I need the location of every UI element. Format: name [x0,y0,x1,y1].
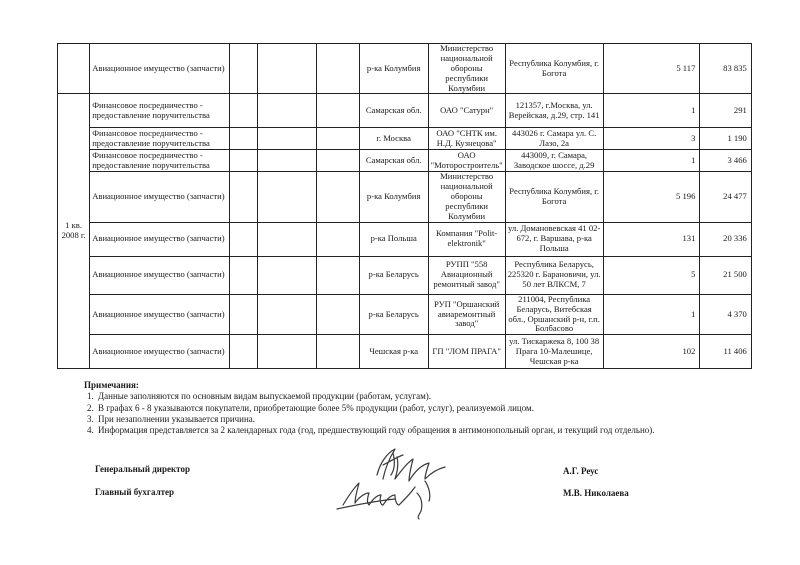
region-cell: Самарская обл. [359,150,428,172]
empty-cell [258,294,317,335]
product-cell: Авиационное имущество (запчасти) [90,294,230,335]
notes-list [84,391,764,436]
table-row [58,335,800,369]
note-item: 4. Информация представляется за 2 календарных года (год, предшествующий году обращения в антимонопольный орган, и текущий год отдельно). [96,425,764,436]
address-cell: 443009, г. Самара, Заводское шоссе, д.29 [505,150,603,172]
buyer-cell: Министерство национальной обороны республики Колумбии [428,172,505,222]
accountant-label: Главный бухгалтер [95,487,175,497]
empty-cell [258,150,317,172]
accountant-name: М.В. Николаева [563,488,629,498]
quantity-cell: 1 [603,150,700,172]
buyer-cell: Министерство национальной обороны республики Колумбии [428,44,505,94]
period-cell-empty [58,44,90,94]
region-cell: р-ка Беларусь [359,294,428,335]
empty-cell [316,294,359,335]
table-row [58,150,800,172]
product-cell: Авиационное имущество (запчасти) [90,222,230,256]
sum-cell: 3 466 [700,150,751,172]
empty-cell [230,128,258,150]
director-name: А.Г. Реус [563,466,599,476]
sum-cell: 24 477 [700,172,751,222]
buyer-cell: ОАО "СНТК им. Н.Д. Кузнецова" [428,128,505,150]
empty-cell [258,128,317,150]
product-cell: Авиационное имущество (запчасти) [90,172,230,222]
product-cell: Авиационное имущество (запчасти) [90,335,230,369]
sales-table [57,43,800,369]
empty-cell [230,172,258,222]
address-cell: Республика Колумбия, г. Богота [505,172,603,222]
address-cell: ул. Домановевская 41 02-672, г. Варшава, р-ка Польша [505,222,603,256]
buyer-cell: ОАО "Сатурн" [428,94,505,128]
buyer-cell: РУПП "558 Авиационный ремонтный завод" [428,256,505,294]
empty-cell [316,44,359,94]
handwritten-signature [325,435,465,525]
sum-cell: 20 336 [700,222,751,256]
region-cell: р-ка Колумбия [359,44,428,94]
address-cell: Республика Колумбия, г. Богота [505,44,603,94]
empty-cell [230,44,258,94]
sum-cell: 21 500 [700,256,751,294]
empty-cell [230,256,258,294]
address-cell: 211004, Республика Беларусь, Витебская обл., Оршанский р-н, г.п. Болбасово [505,294,603,335]
empty-cell [230,335,258,369]
note-item: 2. В графах 6 - 8 указываются покупатели, приобретающие более 5% продукции (работ, услуг), реализуемой лицом. [96,403,764,414]
product-cell: Финансовое посредничество - предоставление поручительства [90,128,230,150]
quantity-cell: 3 [603,128,700,150]
product-cell: Авиационное имущество (запчасти) [90,44,230,94]
empty-cell [230,294,258,335]
table-row [58,44,800,94]
quantity-cell: 5 117 [603,44,700,94]
table-row [58,94,800,128]
region-cell: р-ка Польша [359,222,428,256]
address-cell: 443026 г. Самара ул. С. Лазо, 2а [505,128,603,150]
buyer-cell: ГП "ЛОМ ПРАГА" [428,335,505,369]
buyer-cell: Компания "Polit-elektronik" [428,222,505,256]
table-row [58,128,800,150]
address-cell: Республика Беларусь, 225320 г. Барановичи, ул. 50 лет ВЛКСМ, 7 [505,256,603,294]
sum-cell: 1 190 [700,128,751,150]
quantity-cell: 102 [603,335,700,369]
empty-cell [316,128,359,150]
note-item: 3. При незаполнении указывается причина. [96,414,764,425]
sum-cell: 291 [700,94,751,128]
notes-section [84,380,764,436]
address-cell: 121357, г.Москва, ул. Верейская, д.29, стр. 141 [505,94,603,128]
empty-cell [316,335,359,369]
region-cell: Самарская обл. [359,94,428,128]
quantity-cell: 1 [603,294,700,335]
quantity-cell: 1 [603,94,700,128]
empty-cell [316,256,359,294]
director-label: Генеральный директор [95,464,190,474]
empty-cell [230,150,258,172]
empty-cell [316,150,359,172]
notes-title: Примечания: [84,380,139,390]
sum-cell: 83 835 [700,44,751,94]
table-row [58,256,800,294]
empty-cell [258,94,317,128]
period-cell: 1 кв. 2008 г. [58,94,90,369]
empty-cell [258,256,317,294]
empty-cell [230,94,258,128]
region-cell: г. Москва [359,128,428,150]
address-cell: ул. Тискаржека 8, 100 38 Прага 10-Малешице, Чешская р-ка [505,335,603,369]
region-cell: р-ка Колумбия [359,172,428,222]
sum-cell: 4 370 [700,294,751,335]
region-cell: р-ка Беларусь [359,256,428,294]
product-cell: Финансовое посредничество - предоставление поручительства [90,94,230,128]
table-row [58,222,800,256]
empty-cell [230,222,258,256]
product-cell: Авиационное имущество (запчасти) [90,256,230,294]
empty-cell [258,172,317,222]
note-item: 1. Данные заполняются по основным видам выпускаемой продукции (работам, услугам). [96,391,764,402]
table-row [58,172,800,222]
region-cell: Чешская р-ка [359,335,428,369]
buyer-cell: РУП "Оршанский авиаремонтный завод" [428,294,505,335]
table-row [58,294,800,335]
product-cell: Финансовое посредничество - предоставление поручительства [90,150,230,172]
quantity-cell: 5 196 [603,172,700,222]
empty-cell [316,94,359,128]
empty-cell [258,222,317,256]
buyer-cell: ОАО "Моторостроитель" [428,150,505,172]
quantity-cell: 5 [603,256,700,294]
sum-cell: 11 406 [700,335,751,369]
empty-cell [316,222,359,256]
empty-cell [258,335,317,369]
quantity-cell: 131 [603,222,700,256]
empty-cell [258,44,317,94]
empty-cell [316,172,359,222]
